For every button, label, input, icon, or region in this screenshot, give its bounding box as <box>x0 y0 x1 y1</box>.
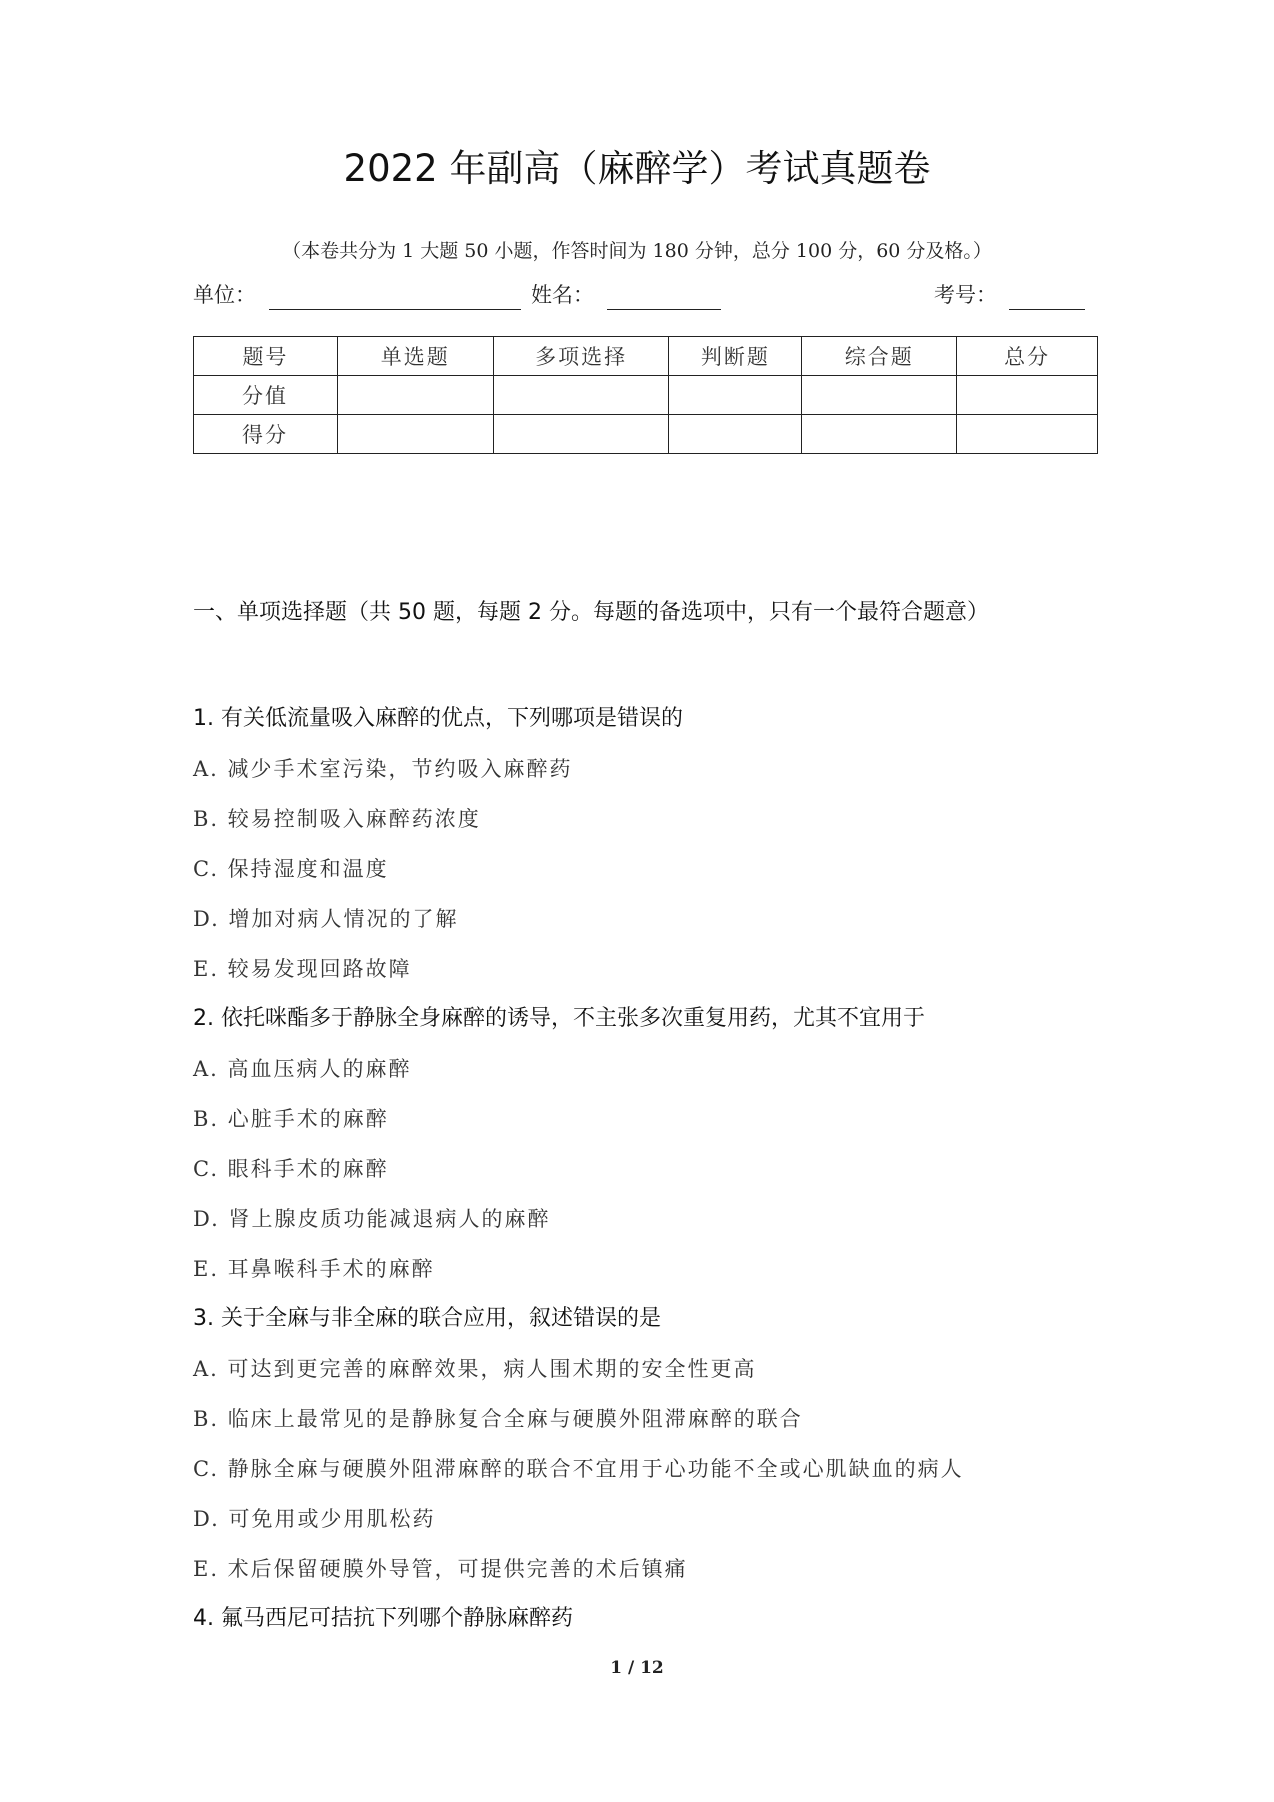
exam-number-blank <box>1009 309 1085 310</box>
score-cell <box>957 415 1098 454</box>
option-item: B. 心脏手术的麻醉 <box>193 1107 389 1131</box>
unit-blank <box>269 309 521 310</box>
option-item: E. 较易发现回路故障 <box>193 957 412 981</box>
option-item: D. 可免用或少用肌松药 <box>193 1507 436 1531</box>
question-title: 2. 依托咪酯多于静脉全身麻醉的诱导，不主张多次重复用药，尤其不宜用于 <box>193 1006 925 1031</box>
option-item: C. 眼科手术的麻醉 <box>193 1157 389 1181</box>
score-cell <box>802 415 957 454</box>
section-heading: 一、单项选择题（共 50 题，每题 2 分。每题的备选项中，只有一个最符合题意） <box>193 600 989 625</box>
option-item: E. 耳鼻喉科手术的麻醉 <box>193 1257 435 1281</box>
option-item: A. 高血压病人的麻醉 <box>193 1057 412 1081</box>
option-item: E. 术后保留硬膜外导管，可提供完善的术后镇痛 <box>193 1557 688 1581</box>
score-cell <box>493 376 669 415</box>
page-number: 1 / 12 <box>610 1658 664 1678</box>
exam-title: 2022 年副高（麻醉学）考试真题卷 <box>343 147 931 190</box>
question-title: 4. 氟马西尼可拮抗下列哪个静脉麻醉药 <box>193 1606 573 1631</box>
option-item: B. 较易控制吸入麻醉药浓度 <box>193 807 481 831</box>
exam-instructions: （本卷共分为 1 大题 50 小题，作答时间为 180 分钟，总分 100 分，60 分及格。） <box>282 240 992 262</box>
score-cell <box>802 376 957 415</box>
option-item: B. 临床上最常见的是静脉复合全麻与硬膜外阻滞麻醉的联合 <box>193 1407 803 1431</box>
name-blank <box>607 309 721 310</box>
header-cell-comprehensive: 综合题 <box>802 337 957 376</box>
score-cell <box>957 376 1098 415</box>
question-title: 1. 有关低流量吸入麻醉的优点，下列哪项是错误的 <box>193 706 683 731</box>
score-table <box>193 336 1098 454</box>
score-cell <box>337 415 493 454</box>
option-item: D. 增加对病人情况的了解 <box>193 907 459 931</box>
exam-number-label: 考号： <box>934 283 997 307</box>
header-cell-multiple-choice: 多项选择 <box>493 337 669 376</box>
header-cell-question-no: 题号 <box>194 337 338 376</box>
header-cell-total: 总分 <box>957 337 1098 376</box>
header-cell-true-false: 判断题 <box>669 337 802 376</box>
option-item: C. 保持湿度和温度 <box>193 857 389 881</box>
question-list <box>193 694 1193 1644</box>
candidate-info-row <box>193 280 1085 314</box>
option-item: C. 静脉全麻与硬膜外阻滞麻醉的联合不宜用于心功能不全或心肌缺血的病人 <box>193 1457 964 1481</box>
name-label: 姓名： <box>531 283 594 307</box>
score-table-header-row <box>194 337 1098 376</box>
unit-label: 单位： <box>193 283 256 307</box>
header-cell-single-choice: 单选题 <box>337 337 493 376</box>
score-cell <box>669 415 802 454</box>
option-item: D. 肾上腺皮质功能减退病人的麻醉 <box>193 1207 551 1231</box>
score-cell <box>493 415 669 454</box>
option-item: A. 减少手术室污染，节约吸入麻醉药 <box>193 757 573 781</box>
score-table-row-points <box>194 376 1098 415</box>
option-item: A. 可达到更完善的麻醉效果，病人围术期的安全性更高 <box>193 1357 757 1381</box>
score-cell <box>337 376 493 415</box>
row-label-points: 分值 <box>194 376 338 415</box>
row-label-score: 得分 <box>194 415 338 454</box>
score-table-row-score <box>194 415 1098 454</box>
question-title: 3. 关于全麻与非全麻的联合应用，叙述错误的是 <box>193 1306 661 1331</box>
score-cell <box>669 376 802 415</box>
